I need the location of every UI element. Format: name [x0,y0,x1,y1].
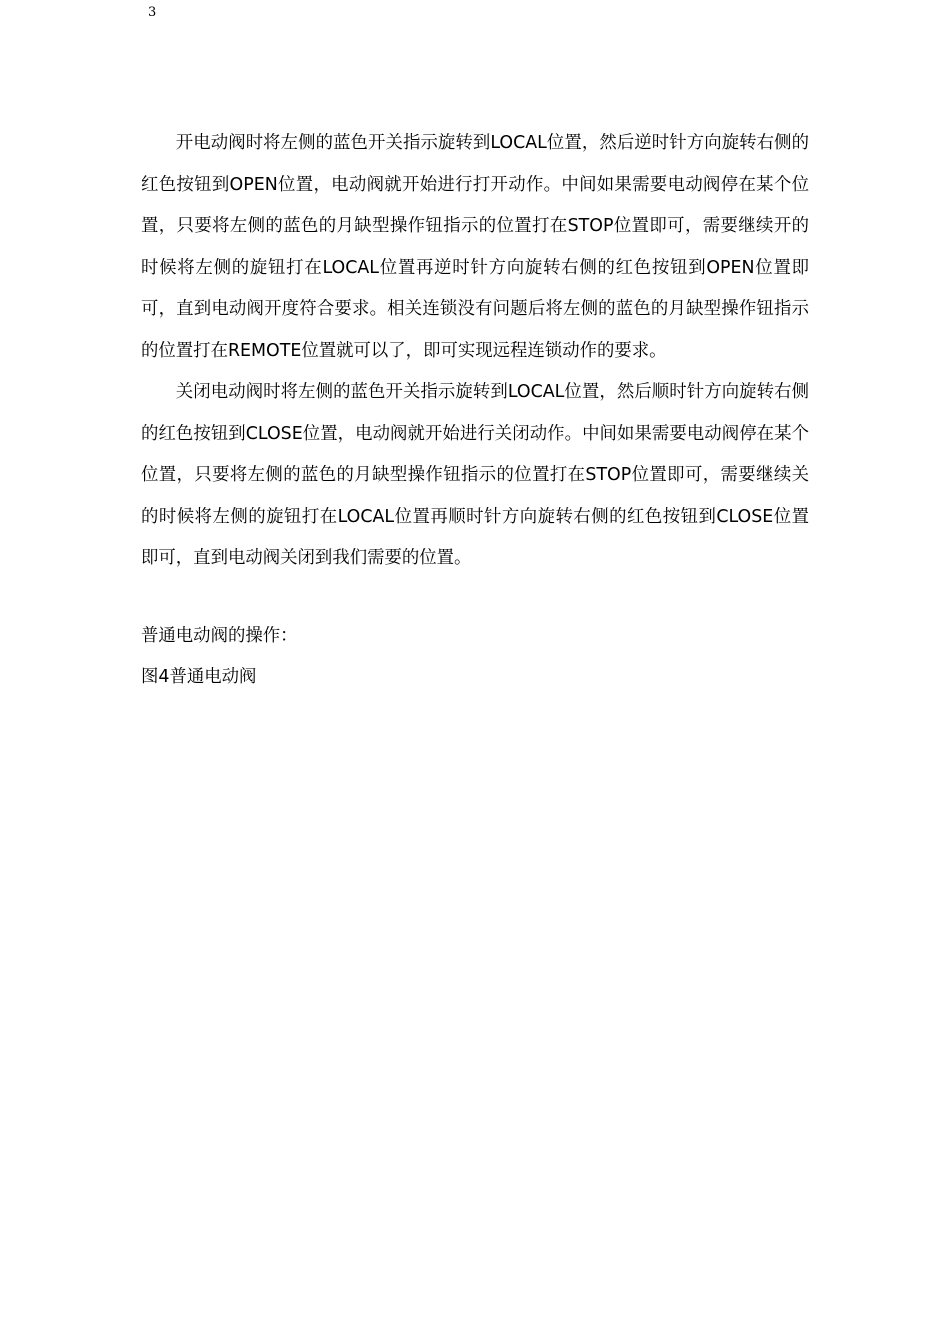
section-spacer [141,580,809,616]
figure-caption: 图4普通电动阀 [141,667,257,687]
document-body [141,123,809,699]
paragraph-close-valve: 关闭电动阀时将左侧的蓝色开关指示旋转到LOCAL位置，然后顺时针方向旋转右侧的红色按钮到CLOSE位置，电动阀就开始进行关闭动作。中间如果需要电动阀停在某个位置，只要将左侧的蓝色的月缺型操作钮指示的位置打在STOP位置即可，需要继续关的时候将左侧的旋钮打在LOCAL位置再顺时针方向旋转右侧的红色按钮到CLOSE位置即可，直到电动阀关闭到我们需要的位置。 [141,382,809,568]
section-heading: 普通电动阀的操作： [141,625,298,646]
paragraph-open-valve: 开电动阀时将左侧的蓝色开关指示旋转到LOCAL位置，然后逆时针方向旋转右侧的红色按钮到OPEN位置，电动阀就开始进行打开动作。中间如果需要电动阀停在某个位置，只要将左侧的蓝色的月缺型操作钮指示的位置打在STOP位置即可，需要继续开的时候将左侧的旋钮打在LOCAL位置再逆时针方向旋转右侧的红色按钮到OPEN位置即可，直到电动阀开度符合要求。相关连锁没有问题后将左侧的蓝色的月缺型操作钮指示的位置打在REMOTE位置就可以了，即可实现远程连锁动作的要求。 [141,133,809,361]
page-number: 3 [148,5,157,20]
